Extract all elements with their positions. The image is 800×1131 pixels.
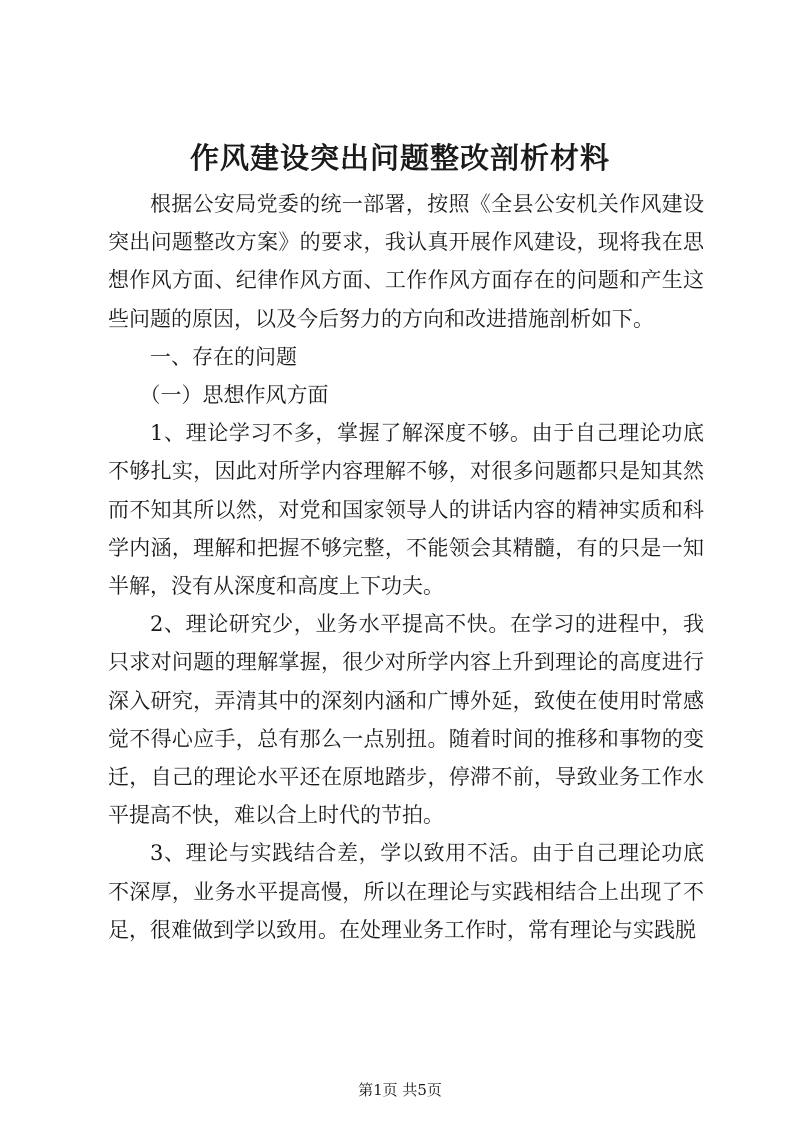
document-title: 作风建设突出问题整改剖析材料: [189, 141, 610, 175]
list-item: 2、理论研究少，业务水平提高不快。在学习的进程中，我只求对问题的理解掌握，很少对所学内容上升到理论的高度进行深入研究，弄清其中的深刻内涵和广博外延，致使在使用时常感觉不得心应手，总有那么一点别扭。随着时间的推移和事物的变迁，自己的理论水平还在原地踏步，停滞不前，导致业务工作水平提高不快，难以合上时代的节拍。: [108, 612, 704, 828]
list-item: 1、理论学习不多，掌握了解深度不够。由于自己理论功底不够扎实，因此对所学内容理解不够，对很多问题都只是知其然而不知其所以然，对党和国家领导人的讲话内容的精神实质和科学内涵，理解和把握不够完整，不能领会其精髓，有的只是一知半解，没有从深度和高度上下功夫。: [108, 421, 704, 599]
intro-paragraph: 根据公安局党委的统一部署，按照《全县公安机关作风建设突出问题整改方案》的要求，我认真开展作风建设，现将我在思想作风方面、纪律作风方面、工作作风方面存在的问题和产生这些问题的原因，以及今后努力的方向和改进措施剖析如下。: [108, 192, 704, 331]
list-item: 3、理论与实践结合差，学以致用不活。由于自己理论功底不深厚，业务水平提高慢，所以在理论与实践相结合上出现了不足，很难做到学以致用。在处理业务工作时，常有理论与实践脱: [108, 841, 704, 942]
section-heading: 一、存在的问题: [150, 344, 297, 369]
page-footer: 第1页 共5页: [358, 1081, 442, 1099]
document-body: [108, 185, 704, 949]
subsection-heading: （一）思想作风方面: [139, 383, 329, 408]
